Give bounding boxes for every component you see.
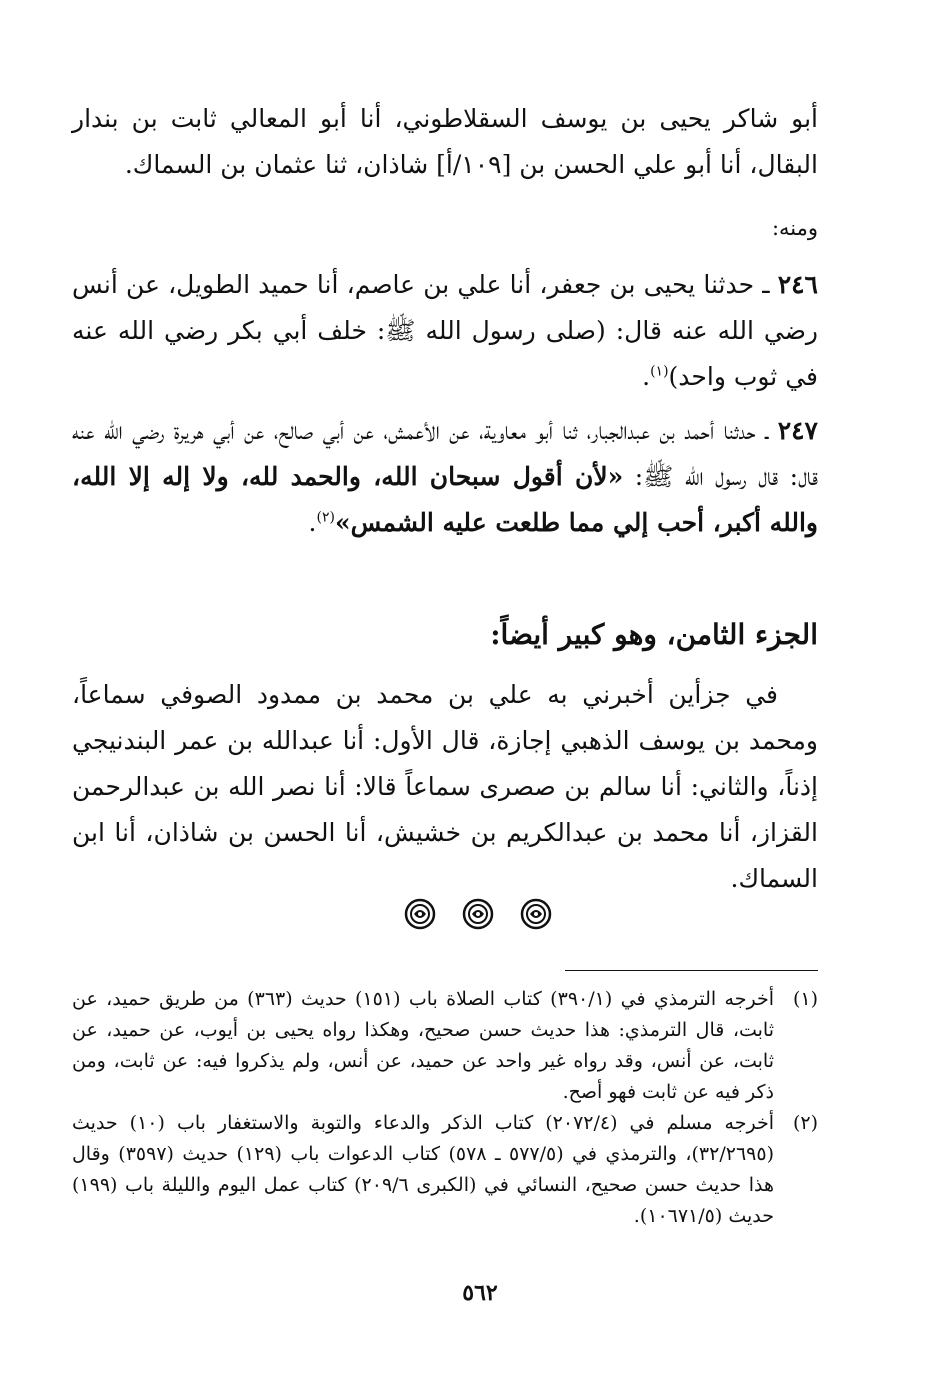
footnote-mark: (١) <box>792 988 818 1010</box>
hadith-247 <box>72 408 818 546</box>
hadith-246 <box>72 262 818 400</box>
ornament-icon <box>462 898 494 930</box>
footnote-separator <box>565 970 818 971</box>
ornament-icon <box>404 898 436 930</box>
paragraph-section-isnad: في جزأين أخبرني به علي بن محمد بن ممدود الصوفي سماعاً، ومحمد بن يوسف الذهبي إجازة، قال الأول: أنا عبدالله بن عمر البندنيجي إذناً، والثاني: أنا سالم بن صصرى سماعاً قالا: أنا نصر الله بن عبدالرحمن القزاز، أنا محمد بن عبدالكريم بن خشيش، أنا الحسن بن شاذان، أنا ابن السماك. <box>72 680 818 893</box>
footnote-ref[interactable]: (٢) <box>316 509 335 526</box>
footnotes <box>72 984 818 1232</box>
footnote-text: أخرجه الترمذي في (٣٩٠/١) كتاب الصلاة باب (١٥١) حديث (٣٦٣) من طريق حميد، عن ثابت، قال الترمذي: هذا حديث حسن صحيح، وهكذا رواه يحيى بن أيوب، عن حميد، عن ثابت، عن أنس، وقد رواه غير واحد عن حميد، عن أنس، ولم يذكروا فيه: عن ثابت، ومن ذكر فيه عن ثابت فهو أصح. <box>72 988 774 1103</box>
footnote-1 <box>72 984 818 1108</box>
footnote-2 <box>72 1108 818 1232</box>
paragraph-intro-label: ومنه: <box>771 216 818 240</box>
hadith-quote: «لأن أقول سبحان الله، والحمد لله، ولا إله إلا الله، والله أكبر، أحب إلي مما طلعت عليه الشمس» <box>72 462 818 537</box>
hadith-text: ـ حدثنا أحمد بن عبدالجبار، ثنا أبو معاوية، عن الأعمش، عن أبي صالح، عن أبي هريرة رضي الله عنه قال: قال رسول الله ﷺ: <box>72 416 818 491</box>
page-number: ٥٦٢ <box>462 1280 498 1306</box>
section-divider-ornaments <box>0 898 946 930</box>
paragraph-isnad-chain: أبو شاكر يحيى بن يوسف السقلاطوني، أنا أبو المعالي ثابت بن بندار البقال، أنا أبو علي الحسن بن [١٠٩/أ] شاذان، ثنا عثمان بن السماك. <box>72 104 818 179</box>
section-heading: الجزء الثامن، وهو كبير أيضاً: <box>490 618 818 651</box>
footnote-text: أخرجه مسلم في (٢٠٧٢/٤) كتاب الذكر والدعاء والتوبة والاستغفار باب (١٠) حديث (٣٢/٢٦٩٥)، والترمذي في (٥٧٧/٥ ـ ٥٧٨) كتاب الدعوات باب (١٢٩) حديث (٣٥٩٧) وقال هذا حديث حسن صحيح، النسائي في (الكبرى ٢٠٩/٦) كتاب عمل اليوم والليلة باب (١٩٩) حديث (١٠٦٧١/٥). <box>72 1112 774 1227</box>
hadith-number: ٢٤٧ <box>777 416 818 445</box>
footnote-ref[interactable]: (١) <box>650 363 669 380</box>
hadith-number: ٢٤٦ <box>777 270 818 299</box>
hadith-end: . <box>642 362 651 391</box>
hadith-text: ـ حدثنا يحيى بن جعفر، أنا علي بن عاصم، أنا حميد الطويل، عن أنس رضي الله عنه قال: (صلى رسول الله ﷺ: خلف أبي بكر رضي الله عنه في ثوب واحد) <box>72 270 818 391</box>
hadith-end: . <box>308 508 317 537</box>
footnote-mark: (٢) <box>792 1112 818 1134</box>
ornament-icon <box>520 898 552 930</box>
